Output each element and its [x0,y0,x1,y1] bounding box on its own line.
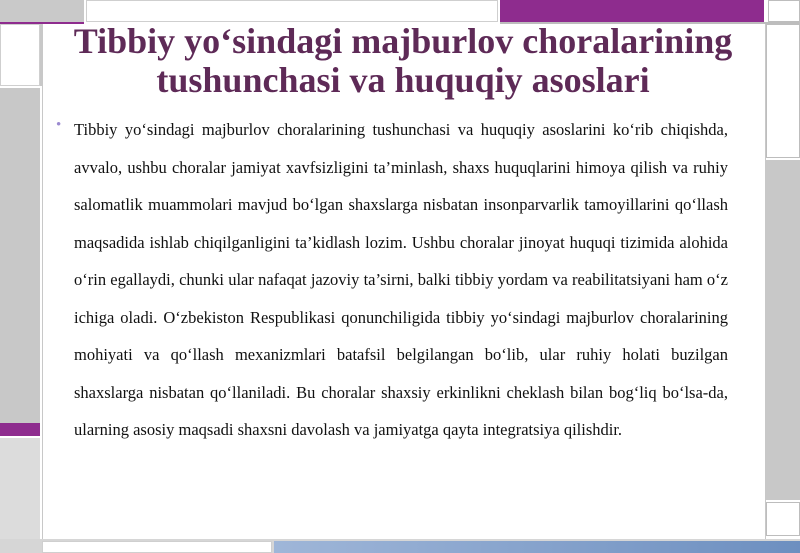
bottom-blue-bar [274,541,800,553]
bullet-marker-icon: • [56,117,62,133]
bullet-item [56,111,728,449]
right-lower-white-box [766,502,800,536]
top-far-right-box [768,0,800,22]
left-white-box [0,24,40,86]
bullet-list [56,111,728,449]
top-center-white-box [86,0,498,22]
right-white-box [766,24,800,158]
bottom-white-box [42,541,272,553]
top-right-purple-block [500,0,764,22]
slide-title: Tibbiy yo‘sindagi majburlov choralarining tushunchasi va huquqiy asoslari [73,21,733,100]
left-lower-gray-box [0,438,40,553]
left-purple-band [0,423,40,436]
right-gray-column [766,160,800,500]
top-left-gray-block [0,0,84,22]
left-gray-column [0,88,40,423]
bullet-text: Tibbiy yo‘sindagi majburlov choralarining tushunchasi va huquqiy asoslarini ko‘rib chiqishda, avvalo, ushbu choralar jamiyat xavfsizligini ta’minlash, shaxs huquqlarini himoya qilish va ruhiy salomatlik muammolari mavjud bo‘lgan shaxslarga nisbatan insonparvarlik tamoyillarini qo‘llash maqsadida ishlab chiqilganligini ta’kidlash lozim. Ushbu choralar jinoyat huquqi tizimida alohida o‘rin egallaydi, chunki ular nafaqat jazoviy ta’sirni, balki tibbiy yordam va reabilitatsiyani ham o‘z ichiga oladi. O‘zbekiston Respublikasi qonunchiligida tibbiy yo‘sindagi majburlov choralarining mohiyati va qo‘llash mexanizmlari batafsil belgilangan bo‘lib, ular ruhiy holati buzilgan shaxslarga nisbatan qo‘llaniladi. Bu choralar shaxsiy erkinlikni cheklash bilan bog‘liq bo‘lsa-da, ularning asosiy maqsadi shaxsni davolash va jamiyatga qayta integratsiya qilishdir. [74,120,728,439]
